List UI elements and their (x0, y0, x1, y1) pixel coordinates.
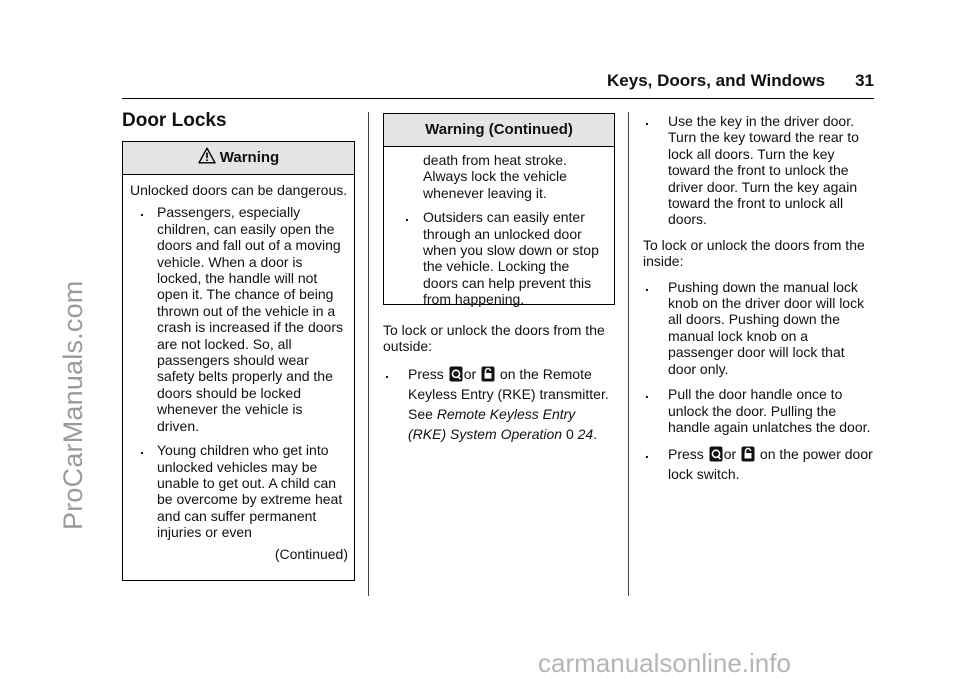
unlock-icon (481, 366, 495, 382)
outside-bullets (383, 364, 615, 444)
xref-page[interactable]: 24 (577, 425, 594, 442)
inside-bullets (643, 279, 875, 485)
warning-body (123, 175, 354, 566)
warning-continued-header: Warning (Continued) (384, 114, 614, 147)
list-item: . Press or on the power door lock switch. (645, 445, 873, 483)
list-item: . Passengers, especially children, can easily open the doors and fall out of a moving vehicle. When a door is locked, the handle will not open it. The chance of being thrown out of the vehicle in a crash is increased if the doors are not locked. So, all passengers should wear safety belts properly and the doors should be locked whenever the vehicle is driven. (140, 203, 343, 434)
warning-continued-box (383, 113, 615, 308)
warning-intro: Unlocked doors can be dangerous. (130, 182, 348, 198)
list-item: . Young children who get into unlocked vehicles may be unable to get out. A child can be overcome by extreme heat and can suffer permanent injuries or even (140, 441, 343, 541)
lock-icon (709, 446, 723, 462)
outside-intro: To lock or unlock the doors from the outside: (383, 322, 605, 355)
warning-title: Warning (219, 149, 280, 166)
warning-continued-text: death from heat stroke. Always lock the vehicle whenever leaving it. (423, 152, 567, 201)
key-bullets (643, 113, 875, 228)
list-item: . Pushing down the manual lock knob on the driver door will lock all doors. Pushing down the manual lock knob on a passenger door will lock that door only. (645, 277, 865, 377)
warning-continued-body (384, 147, 614, 320)
running-head (607, 71, 874, 91)
watermark: ProCarManuals.com (58, 280, 88, 530)
list-item: . Use the key in the driver door. Turn the key toward the rear to lock all doors. Turn the key toward the front to unlock the driver door. Turn the key again toward the front to unlock all doors. (645, 112, 859, 228)
chapter-title: Keys, Doors, and Windows (607, 71, 826, 90)
watermark-bottom: carmanualsonline.info (538, 648, 791, 678)
page-number: 31 (855, 71, 874, 90)
lock-icon (449, 366, 463, 382)
warning-box-header (123, 142, 354, 175)
xref-rke[interactable]: Remote Keyless Entry (RKE) System Operation (408, 405, 576, 442)
unlock-icon (741, 446, 755, 462)
warning-box (122, 141, 355, 581)
warning-triangle-icon (198, 147, 216, 164)
xref-arrow: 0 (565, 425, 574, 442)
warning-bullets (130, 204, 348, 540)
list-item: . Outsiders can easily enter through an unlocked door when you slow down or stop the vehicle. Locking the doors can help prevent this from happening. (405, 208, 599, 308)
header-rule (122, 98, 874, 99)
outside-section (383, 322, 615, 453)
list-item: . Press or on the Remote Keyless Entry (RKE) transmitter. See Remote Keyless Entry (RKE) System Operation 0 24. (385, 364, 609, 442)
continued-label: (Continued) (274, 545, 348, 562)
inside-intro: To lock or unlock the doors from the inside: (643, 236, 865, 270)
list-item: . Pull the door handle once to unlock the door. Pulling the handle again unlatches the door. (645, 385, 871, 435)
column-divider-2 (628, 112, 629, 596)
column-divider-1 (368, 112, 369, 596)
right-column (643, 113, 875, 493)
warning-continued-bullets (391, 209, 608, 307)
section-title: Door Locks (122, 110, 227, 131)
